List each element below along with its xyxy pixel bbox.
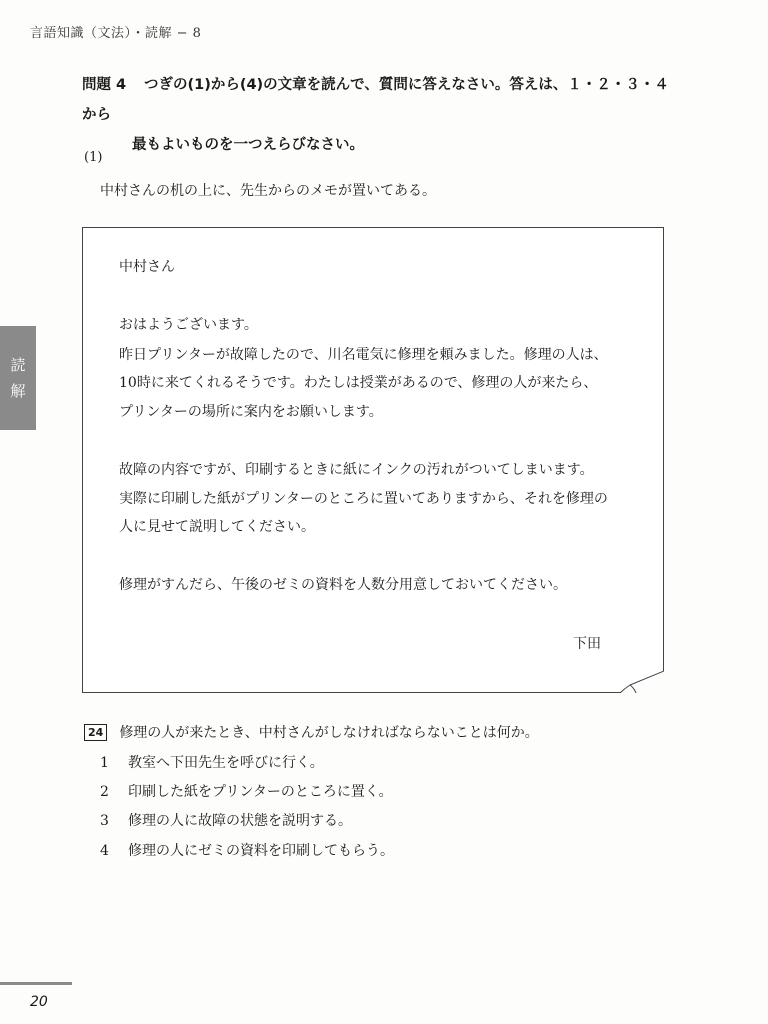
footer-rule bbox=[0, 982, 72, 985]
answer-option-2[interactable] bbox=[100, 781, 393, 801]
passage-intro: 中村さんの机の上に、先生からのメモが置いてある。 bbox=[100, 183, 436, 199]
memo-signature: 下田 bbox=[573, 636, 601, 652]
option-number: 1 bbox=[100, 755, 109, 771]
passage-number: (1) bbox=[84, 150, 103, 165]
memo-line: 故障の内容ですが、印刷するときに紙にインクの汚れがついてしまいます。 bbox=[119, 462, 594, 478]
memo-line: 昨日プリンターが故障したので、川名電気に修理を頼みました。修理の人は、 bbox=[119, 347, 608, 363]
problem-label: 問題 4 bbox=[82, 77, 127, 93]
question-24 bbox=[84, 722, 539, 742]
answer-option-1[interactable] bbox=[100, 752, 324, 772]
answer-option-3[interactable] bbox=[100, 810, 352, 830]
page-curl-icon bbox=[620, 671, 664, 693]
memo-line: 10時に来てくれるそうです。わたしは授業があるので、修理の人が来たら、 bbox=[119, 375, 598, 391]
section-tab-char-2: 解 bbox=[10, 382, 26, 400]
page-number: 20 bbox=[30, 994, 48, 1010]
instruction-text-1: つぎの(1)から(4)の文章を読んで、質問に答えなさい。答えは、１・２・３・４から bbox=[82, 77, 669, 123]
option-number: 4 bbox=[100, 843, 109, 859]
memo-salutation: 中村さん bbox=[119, 259, 175, 275]
instruction bbox=[82, 70, 682, 160]
memo-box bbox=[82, 227, 664, 693]
instruction-line-1 bbox=[82, 70, 682, 130]
memo-line: 修理がすんだら、午後のゼミの資料を人数分用意しておいてください。 bbox=[119, 577, 567, 593]
memo-line: 実際に印刷した紙がプリンターのところに置いてありますから、それを修理の bbox=[119, 491, 608, 507]
memo-line: プリンターの場所に案内をお願いします。 bbox=[119, 404, 383, 420]
answer-option-4[interactable] bbox=[100, 840, 394, 860]
option-text: 修理の人にゼミの資料を印刷してもらう。 bbox=[128, 843, 394, 859]
memo-line: 人に見せて説明してください。 bbox=[119, 519, 315, 535]
section-tab bbox=[0, 326, 36, 430]
section-tab-char-1: 読 bbox=[10, 356, 26, 374]
option-number: 3 bbox=[100, 813, 109, 829]
page-header: 言語知識（文法）・読解 − 8 bbox=[30, 26, 202, 41]
option-text: 修理の人に故障の状態を説明する。 bbox=[128, 813, 352, 829]
option-number: 2 bbox=[100, 784, 109, 800]
option-text: 教室へ下田先生を呼びに行く。 bbox=[128, 755, 324, 771]
question-number-box: 24 bbox=[84, 724, 107, 741]
instruction-line-2: 最もよいものを一つえらびなさい。 bbox=[132, 137, 364, 153]
memo-line: おはようございます。 bbox=[119, 317, 258, 333]
option-text: 印刷した紙をプリンターのところに置く。 bbox=[128, 784, 393, 800]
question-text: 修理の人が来たとき、中村さんがしなければならないことは何か。 bbox=[119, 725, 539, 741]
